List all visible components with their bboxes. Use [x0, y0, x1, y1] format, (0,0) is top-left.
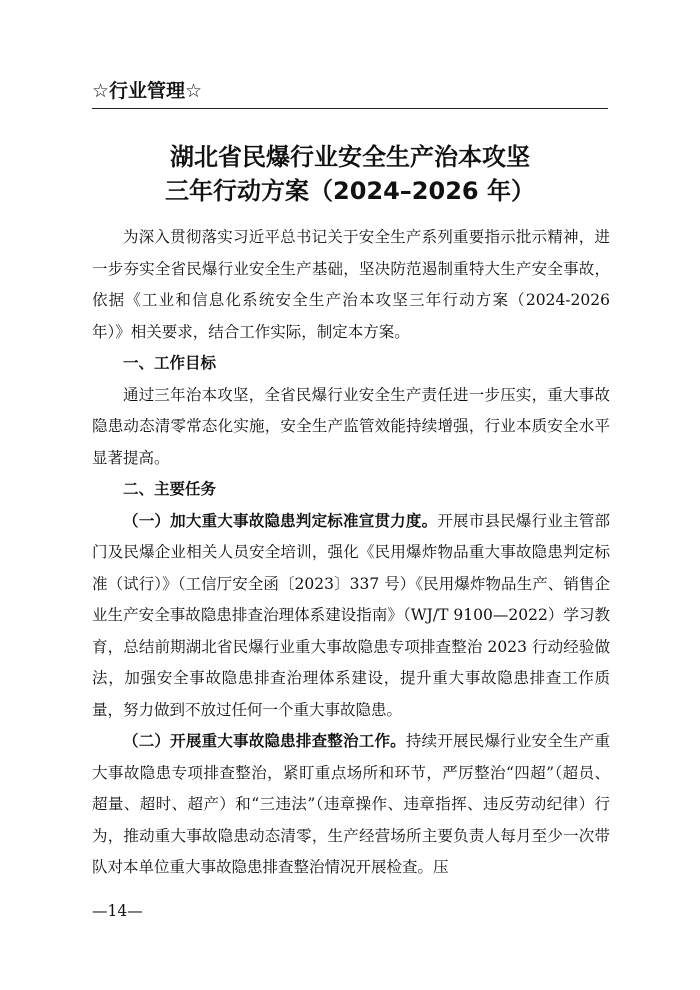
task-2-paragraph	[92, 726, 610, 884]
section-1-heading: 一、工作目标	[123, 354, 217, 372]
title-line-1: 湖北省民爆行业安全生产治本攻坚	[170, 143, 530, 171]
task-1-paragraph	[92, 506, 610, 727]
title-line-2: 三年行动方案（2024–2026 年）	[165, 177, 535, 205]
document-body	[92, 222, 610, 884]
section-1-paragraph: 通过三年治本攻坚，全省民爆行业安全生产责任进一步压实，重大事故隐患动态清零常态化实施，安全生产监管效能持续增强，行业本质安全水平显著提高。	[92, 385, 610, 467]
task-1-text: 开展市县民爆行业主管部门及民爆企业相关人员安全培训，强化《民用爆炸物品重大事故隐患判定标准（试行）》（工信厅安全函〔2023〕337 号）《民用爆炸物品生产、销售企业生产安全事故隐患排查治理体系建设指南》（WJ/T 9100—2022）学习教育，总结前期湖北省民爆行业重大事故隐患专项排查整治 2023 行动经验做法，加强安全事故隐患排查治理体系建设，提升重大事故隐患排查工作质量，努力做到不放过任何一个重大事故隐患。	[92, 511, 610, 719]
intro-paragraph: 为深入贯彻落实习近平总书记关于安全生产系列重要指示批示精神，进一步夯实全省民爆行业安全生产基础，坚决防范遏制重特大生产安全事故，依据《工业和信息化系统安全生产治本攻坚三年行动方案（2024-2026 年）》相关要求，结合工作实际，制定本方案。	[92, 228, 610, 341]
section-tag: ☆行业管理☆	[92, 80, 203, 102]
section-2-heading: 二、主要任务	[123, 480, 217, 498]
task-2-lead: （二）开展重大事故隐患排查整治工作。	[123, 732, 406, 750]
task-2-text: 持续开展民爆行业安全生产重大事故隐患专项排查整治，紧盯重点场所和环节，严厉整治“四超”（超员、超量、超时、超产）和“三违法”（违章操作、违章指挥、违反劳动纪律）行为，推动重大事故隐患动态清零，生产经营场所主要负责人每月至少一次带队对本单位重大事故隐患排查整治情况开展检查。压	[92, 732, 610, 876]
page-header	[92, 78, 608, 104]
task-1-lead: （一）加大重大事故隐患判定标准宣贯力度。	[123, 511, 438, 530]
page-number: —14—	[92, 902, 143, 920]
document-title	[92, 140, 608, 208]
header-rule	[92, 108, 608, 109]
